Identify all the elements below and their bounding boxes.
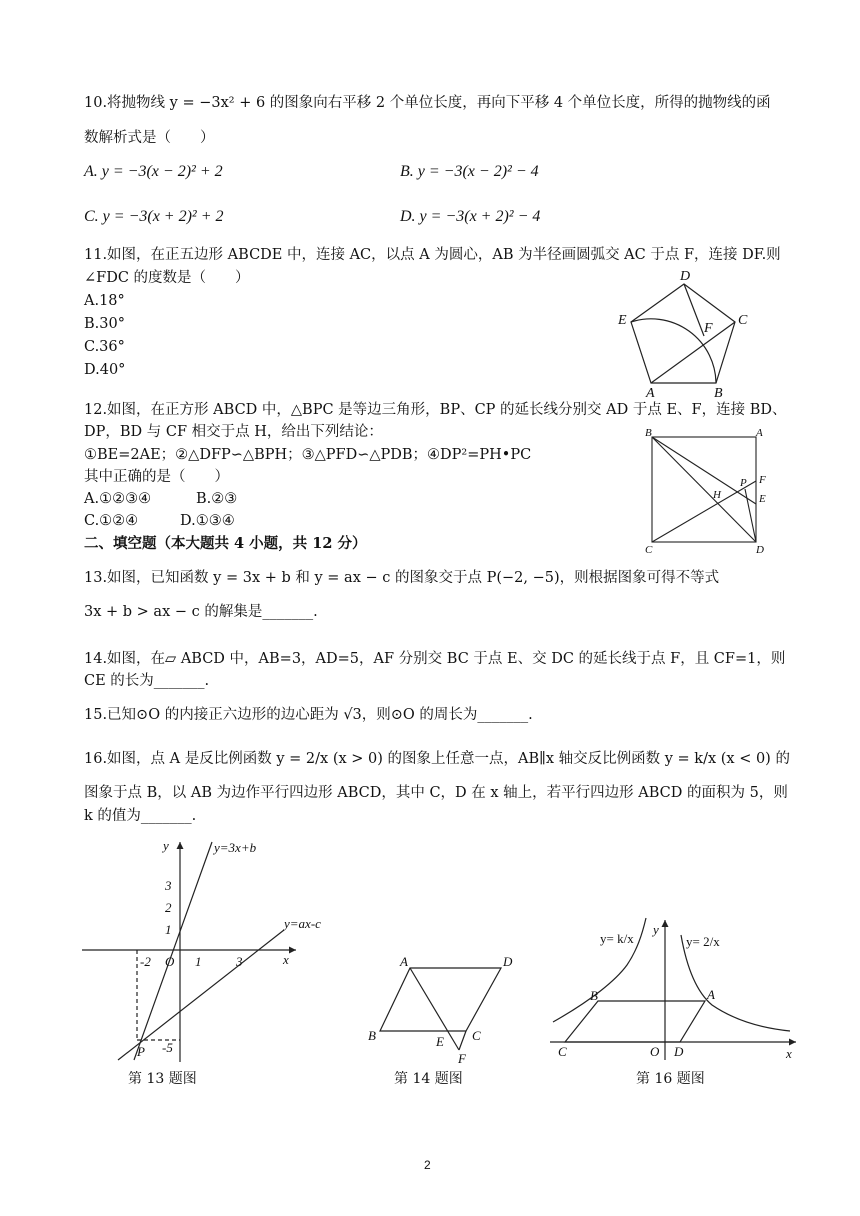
fig13-caption: 第 13 题图 [128,1071,197,1087]
q12-option-b: B.②③ [196,491,238,507]
q10-line1: 10.将抛物线 y = −3x² + 6 的图象向右平移 2 个单位长度，再向下平移 4 个单位长度，所得的抛物线的函 [84,95,771,111]
q10-line2: 数解析式是（ ） [84,130,215,146]
fig13-tick-y1: 1 [165,922,172,937]
q12-label-f: F [759,474,766,486]
q12-label-c: C [645,544,653,556]
page-number: 2 [424,1158,431,1172]
q12-line4: 其中正确的是（ ） [84,469,229,485]
fig14-label-e: E [436,1034,444,1049]
fig16-y-label: y [653,922,659,937]
q10-option-b: B. y = −3(x − 2)² − 4 [400,163,539,180]
q11-line1: 11.如图，在正五边形 ABCDE 中，连接 AC，以点 A 为圆心，AB 为半径画圆弧交 AC 于点 F，连接 DF.则 [84,247,781,263]
fig14-label-a: A [400,954,408,969]
q11-label-f: F [704,321,713,336]
q12-option-d: D.①③④ [180,513,235,529]
fig14-caption: 第 14 题图 [394,1071,463,1087]
section-2-heading: 二、填空题（本大题共 4 小题，共 12 分） [84,535,367,552]
fig13-p-label: P [137,1044,145,1059]
q12-label-e: E [759,493,766,505]
q11-label-a: A [646,386,655,401]
fig13-x-label: x [283,952,289,967]
fig16-left-func: y= k/x [600,931,634,946]
fig13-tick-yneg5: -5 [162,1040,173,1055]
q11-option-d: D.40° [84,362,126,378]
q12-option-a: A.①②③④ [84,491,152,507]
q12-line3: ①BE=2AE；②△DFP∽△BPH；③△PFD∽△PDB；④DP²=PH•PC [84,447,532,463]
q11-label-d: D [680,269,691,284]
q12-line2: DP，BD 与 CF 相交于点 H，给出下列结论： [84,424,383,440]
fig16-right-func: y= 2/x [686,934,720,949]
q12-label-p: P [740,477,747,489]
fig16-label-b: B [590,988,598,1003]
q16-line3: k 的值为_______. [84,808,197,824]
fig13-line2-label: y=ax-c [284,916,321,931]
q11-option-b: B.30° [84,316,125,332]
q13-line2: 3x + b > ax − c 的解集是_______. [84,604,318,620]
fig14-label-f: F [458,1051,466,1066]
fig16-x-label: x [786,1046,792,1061]
q11-line2: ∠FDC 的度数是（ ） [84,270,250,286]
fig13-y-label: y [163,838,169,853]
fig13-tick-3: 3 [236,954,243,969]
q12-option-c: C.①②④ [84,513,139,529]
q12-label-h: H [713,489,721,501]
fig13-line1-label: y=3x+b [214,840,257,855]
fig13-origin: O [165,954,175,969]
q11-option-a: A.18° [84,293,125,309]
fig13-tick-y2: 2 [165,900,172,915]
q11-option-c: C.36° [84,339,125,355]
fig16-label-c: C [558,1044,567,1059]
q14-line1: 14.如图，在▱ ABCD 中，AB=3，AD=5，AF 分别交 BC 于点 E、交 DC 的延长线于点 F，且 CF=1，则 [84,651,786,667]
fig13-tick-y3: 3 [165,878,172,893]
fig16-caption: 第 16 题图 [636,1071,705,1087]
fig14-label-c: C [472,1028,481,1043]
fig14-label-b: B [368,1028,376,1043]
fig16-label-o: O [650,1044,660,1059]
q15-line1: 15.已知⊙O 的内接正六边形的边心距为 √3，则⊙O 的周长为_______. [84,707,533,723]
q11-label-e: E [618,313,627,328]
q12-label-d: D [756,544,764,556]
q12-label-a: A [756,427,763,439]
fig13-tick-neg2: -2 [140,954,151,969]
q12-line1: 12.如图，在正方形 ABCD 中，△BPC 是等边三角形，BP、CP 的延长线分别交 AD 于点 E、F，连接 BD、 [84,402,787,418]
fig16-label-a: A [707,987,715,1002]
fig16-label-d: D [674,1044,684,1059]
q11-label-b: B [714,386,723,401]
q16-line1: 16.如图，点 A 是反比例函数 y = 2/x (x > 0) 的图象上任意一点，AB∥x 轴交反比例函数 y = k/x (x < 0) 的 [84,751,790,767]
q16-line2: 图象于点 B，以 AB 为边作平行四边形 ABCD，其中 C，D 在 x 轴上，若平行四边形 ABCD 的面积为 5，则 [84,785,788,801]
q14-line2: CE 的长为_______. [84,673,210,689]
fig13-tick-1: 1 [195,954,202,969]
q10-option-c: C. y = −3(x + 2)² + 2 [84,208,224,225]
q12-label-b: B [645,427,652,439]
fig14-label-d: D [503,954,513,969]
q13-line1: 13.如图，已知函数 y = 3x + b 和 y = ax − c 的图象交于点 P(−2, −5)，则根据图象可得不等式 [84,570,720,586]
q10-option-d: D. y = −3(x + 2)² − 4 [400,208,541,225]
q10-option-a: A. y = −3(x − 2)² + 2 [84,163,223,180]
q11-label-c: C [738,313,748,328]
